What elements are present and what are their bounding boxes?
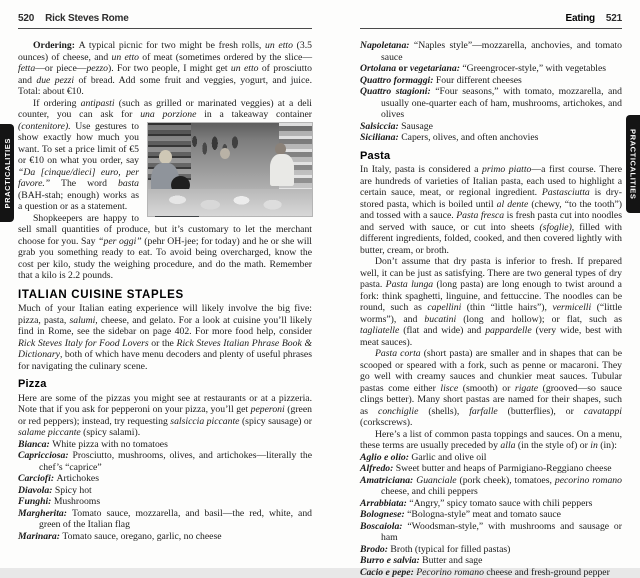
list-item: Burro e salvia: Butter and sage	[360, 555, 622, 567]
chapter-title: Eating	[566, 13, 595, 24]
photo-hanging-salumi-icon	[189, 123, 245, 168]
list-item: Quattro formaggi: Four different cheeses	[360, 75, 622, 87]
book-title: Rick Steves Rome	[45, 13, 129, 24]
paragraph: If ordering antipasti (such as grilled or marinated veggies) at a deli counter, you can ask for una porzione in a takeaway container (contenitore). Use gestures to show exactly how much you want. To set a price limit of €5 or €10 on what you order, say “Da [cinque/dieci] euro, per favore.” The word basta (BAH-stah; enough) works as a question or as a statement.	[18, 98, 312, 213]
practicalities-tab-right	[626, 115, 640, 213]
page-number-right: 521	[606, 13, 622, 24]
list-item: Margherita: Tomato sauce, mozzarella, and basil—the red, white, and green of the Italian flag	[18, 508, 312, 531]
paragraph: Don’t assume that dry pasta is inferior to fresh. If prepared well, it can be just as satisfying. There are two general types of dry pasta. Pasta lunga (long pasta) are long enough to twist around a fork: think spaghetti, linguine, and fettuccine. The noodles can be round, such as capellini (thin “little hairs”), vermicelli (“little worms”), and bucatini (long and hollow); or flat, such as tagliatelle (flat and wide) and pappardelle (very wide, best with meat sauces).	[360, 256, 622, 348]
list-item: Arrabbiata: “Angry,” spicy tomato sauce with chili peppers	[360, 498, 622, 510]
list-item: Diavola: Spicy hot	[18, 485, 312, 497]
section-heading: ITALIAN CUISINE STAPLES	[18, 290, 312, 302]
running-header-right	[360, 13, 622, 29]
paragraph: Here are some of the pizzas you might see at restaurants or at a pizzeria. Note that if you ask for pepperoni on your pizza, you’ll get peperoni (green or red peppers); instead, try requesting salsiccia piccante (spicy sausage) or salame piccante (spicy salami).	[18, 393, 312, 439]
list-item: Siciliana: Capers, olives, and often anchovies	[360, 132, 622, 144]
list-item: Bolognese: “Bologna-style” meat and tomato sauce	[360, 509, 622, 521]
list-item: Carciofi: Artichokes	[18, 473, 312, 485]
paragraph: Shopkeepers are happy to sell small quantities of produce, but it’s customary to let the merchant choose for you. Say “per oggi” (pehr OH-jee; for today) and he or she will grab you something ready to eat. To avoid being overcharged, know the cost per kilo, study the weighing procedure, and do the math. Remember that a kilo is 2.2 pounds.	[18, 213, 312, 282]
list-item: Capricciosa: Prosciutto, mushrooms, olives, and artichokes—literally the chef’s “caprice”	[18, 450, 312, 473]
list-item: Quattro stagioni: “Four seasons,” with tomato, mozzarella, and usually one-quarter each of ham, mushrooms, artichokes, and olives	[360, 86, 622, 121]
practicalities-tab-left	[0, 124, 14, 222]
list-item: Alfredo: Sweet butter and heaps of Parmigiano-Reggiano cheese	[360, 463, 622, 475]
subsection-heading: Pasta	[360, 151, 622, 163]
list-item: Ortolana or vegetariana: “Greengrocer-style,” with vegetables	[360, 63, 622, 75]
subsection-heading: Pizza	[18, 379, 312, 391]
list-item: Cacio e pepe: Pecorino romano cheese and fresh-ground pepper	[360, 567, 622, 578]
page-number-left: 520	[18, 13, 34, 24]
page-body-left	[18, 40, 312, 542]
list-item: Bianca: White pizza with no tomatoes	[18, 439, 312, 451]
page-body-right	[360, 40, 622, 578]
list-item: Funghi: Mushrooms	[18, 496, 312, 508]
page-521	[320, 0, 640, 568]
page-520	[0, 0, 320, 568]
photo-shopkeeper-body	[270, 154, 294, 186]
list-item: Aglio e olio: Garlic and olive oil	[360, 452, 622, 464]
photo-customer-middle	[220, 148, 230, 159]
list-item: Marinara: Tomato sauce, oregano, garlic, no cheese	[18, 531, 312, 543]
paragraph: Pasta corta (short pasta) are smaller and in shapes that can be scooped or speared with a fork, such as penne or macaroni. They go well with creamy sauces and chunkier meat sauces. Tubular pastas come either lisce (smooth) or rigate (grooved—so sauce clings better). Many short pastas are named for their shapes, such as conchiglie (shells), farfalle (butterflies), or cavatappi (corkscrews).	[360, 348, 622, 429]
paragraph: In Italy, pasta is considered a primo piatto—a first course. There are hundreds of varieties of Italian pasta, each used to highlight a certain sauce, meat, or regional ingredient. Pastasciutta is dry-stored pasta, which is boiled until al dente (chewy, “to the tooth”) and tossed with a sauce. Pasta fresca is fresh pasta cut into noodles and served with sauce, or cut into sheets (sfoglie), filled with different ingredients, folded, cooked, and then covered lightly with butter, cream, or broth.	[360, 164, 622, 256]
paragraph: Ordering: A typical picnic for two might be fresh rolls, un etto (3.5 ounces) of cheese, and un etto of meat (sometimes ordered by the slice—fetta—or piece—pezzo). For two people, I might get un etto of prosciutto and due pezzi of bread. Add some fruit and veggies, yogurt, and juice. Total: about €10.	[18, 40, 312, 98]
tab-label-right: PRACTICALITIES	[629, 129, 638, 199]
paragraph: Here’s a list of common pasta toppings and sauces. On a menu, these terms are usually preceded by alla (in the style of) or in (in):	[360, 429, 622, 452]
list-item: Boscaiola: “Woodsman-style,” with mushrooms and sausage or ham	[360, 521, 622, 544]
list-item: Salsiccia: Sausage	[360, 121, 622, 133]
photo-counter-goods	[148, 189, 312, 215]
paragraph: Much of your Italian eating experience will likely involve the big five: pizza, pasta, salumi, cheese, and gelato. For a look at cuisine you’ll likely find in Rome, see the sidebar on page 402. For more food help, consider Rick Steves Italy for Food Lovers or the Rick Steves Italian Phrase Book & Dictionary, both of which have menu decoders and plenty of useful phrases for navigating the culinary scene.	[18, 303, 312, 372]
list-item: Napoletana: “Naples style”—mozzarella, anchovies, and tomato sauce	[360, 40, 622, 63]
list-item: Amatriciana: Guanciale (pork cheek), tomatoes, pecorino romano cheese, and chili peppers	[360, 475, 622, 498]
deli-counter-photo	[148, 123, 312, 216]
running-header-left	[18, 13, 312, 29]
list-item: Brodo: Broth (typical for filled pastas)	[360, 544, 622, 556]
tab-label-left: PRACTICALITIES	[3, 138, 12, 208]
